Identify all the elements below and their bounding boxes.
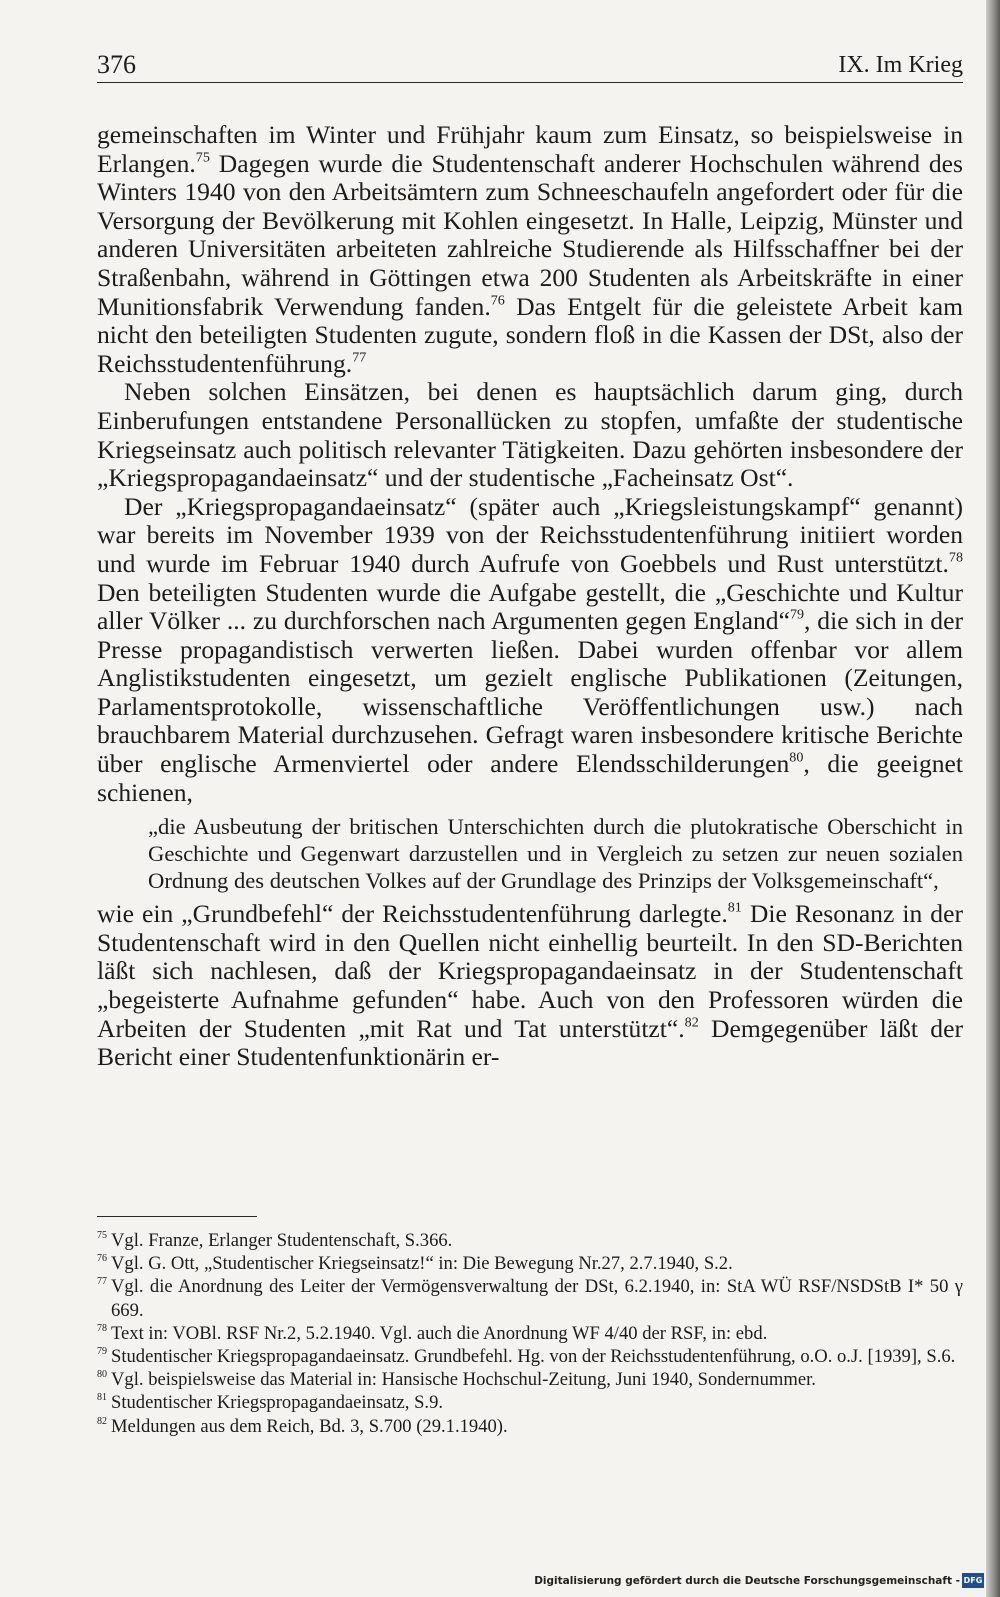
footnote: 80 Vgl. beispielsweise das Material in: Hansische Hochschul-Zeitung, Juni 1940, Sondernummer. (97, 1369, 816, 1391)
footnotes (97, 1229, 963, 1438)
footnote: 81 Studentischer Kriegspropagandaeinsatz, S.9. (97, 1392, 444, 1414)
running-head: IX. Im Krieg (838, 52, 963, 78)
footnote-ref: 75 (195, 149, 210, 166)
footnote-number: 80 (97, 1369, 107, 1381)
block-quote: „die Ausbeutung der britischen Unterschichten durch die plutokratische Oberschicht in Geschichte und Gegenwart darzustellen und in Vergleich zu setzen zur neuen sozialen Ordnung des deutschen Volkes auf der Grundlage des Prinzips der Volksgemeinschaft“, (148, 814, 963, 894)
page-header (97, 50, 963, 90)
page-number: 376 (97, 50, 136, 79)
footnote: 82 Meldungen aus dem Reich, Bd. 3, S.700 (29.1.1940). (97, 1415, 508, 1437)
body-text (97, 121, 963, 1072)
dfg-logo: DFG (962, 1573, 984, 1588)
header-rule (97, 82, 963, 83)
footnote: 78 Text in: VOBl. RSF Nr.2, 5.2.1940. Vgl. auch die Anordnung WF 4/40 der RSF, in: ebd. (97, 1322, 768, 1344)
paragraph-4: wie ein „Grundbefehl“ der Reichsstudentenführung darlegte.$^{81}$ Die Resonanz in der Studentenschaft wird in den Quellen nicht einhellig beurteilt. In den SD-Berichten läßt sich nachlesen, daß der Kriegspropagandaeinsatz in der Studentenschaft „begeisterte Aufnahme gefunden“ habe. Auch von den Professoren würden die Arbeiten der Studenten „mit Rat und Tat unterstützt“.$^{82}$ Demgegenüber läßt der Bericht einer Studentenfunktionärin er- (97, 899, 963, 1072)
footnote-ref: 77 (352, 349, 367, 366)
footnote-number: 77 (97, 1276, 107, 1288)
footnote-number: 75 (97, 1230, 107, 1241)
footnote-rule (97, 1216, 257, 1217)
paragraph-3: Der „Kriegspropagandaeinsatz“ (später auch „Kriegsleistungskampf“ genannt) war bereits im November 1939 von der Reichsstudentenführung initiiert worden und wurde im Februar 1940 durch Aufrufe von Goebbels und Rust unterstützt.$^{78}$ Den beteiligten Studenten wurde die Aufgabe gestellt, die „Geschichte und Kultur aller Völker ... zu durchforschen nach Argumenten gegen England“$^{79}$, die sich in der Presse propagandistisch verwerten ließen. Dabei wurden offenbar vor allem Anglistikstudenten eingesetzt, um gezielt englische Publikationen (Zeitungen, Parlamentsprotokolle, wissenschaftliche Veröffentlichungen usw.) nach brauchbarem Material durchzusehen. Gefragt waren insbesondere kritische Berichte über englische Armenviertel oder andere Elendsschilderungen$^{80}$, die geeignet schienen, (97, 491, 964, 807)
footnote-number: 76 (97, 1253, 107, 1265)
page-edge-shadow (986, 0, 1000, 1597)
footnote: 77 Vgl. die Anordnung des Leiter der Vermögensverwaltung der DSt, 6.2.1940, in: StA WÜ RSF/NSDStB I* 50 γ 669. (97, 1276, 963, 1321)
footnote-number: 82 (97, 1415, 107, 1427)
footnote-ref: 79 (789, 606, 805, 623)
footnote-number: 81 (97, 1392, 107, 1404)
footnote-ref: 78 (948, 549, 963, 566)
footnote-ref: 76 (490, 292, 505, 309)
footnote-ref: 82 (684, 1014, 699, 1031)
footnote: 76 Vgl. G. Ott, „Studentischer Kriegseinsatz!“ in: Die Bewegung Nr.27, 2.7.1940, S.2. (97, 1253, 733, 1275)
paragraph-2: Neben solchen Einsätzen, bei denen es hauptsächlich darum ging, durch Einberufungen entstandene Personallücken zu stopfen, umfaßte der studentische Kriegseinsatz auch politisch relevanter Tätigkeiten. Dazu gehörten insbesondere der „Kriegspropagandaeinsatz“ und der studentische „Facheinsatz Ost“. (97, 377, 963, 493)
footnote: 79 Studentischer Kriegspropagandaeinsatz. Grundbefehl. Hg. von der Reichsstudentenführung, o.O. o.J. [1939], S.6. (97, 1346, 956, 1368)
paragraph-1: gemeinschaften im Winter und Frühjahr kaum zum Einsatz, so beispielsweise in Erlangen.$^{75}$ Dagegen wurde die Studentenschaft anderer Hochschulen während des Winters 1940 von den Arbeitsämtern zum Schneeschaufeln angefordert oder für die Versorgung der Bevölkerung mit Kohlen eingesetzt. In Halle, Leipzig, Münster und anderen Universitäten arbeiteten zahlreiche Studierende als Hilfsschaffner bei der Straßenbahn, während in Göttingen etwa 200 Studenten als Arbeitskräfte in einer Munitionsfabrik Verwendung fanden.$^{76}$ Das Entgelt für die geleistete Arbeit kam nicht den beteiligten Studenten zugute, sondern floß in die Kassen der DSt, also der Reichsstudentenführung.$^{77}$ (97, 120, 963, 378)
footnote: 75 Vgl. Franze, Erlanger Studentenschaft, S.366. (97, 1230, 453, 1251)
digitization-note: Digitalisierung gefördert durch die Deutsche Forschungsgemeinschaft - (534, 1575, 960, 1587)
footnote-number: 79 (97, 1346, 107, 1358)
footnote-number: 78 (97, 1322, 107, 1334)
footnote-ref: 81 (727, 899, 742, 916)
footnote-ref: 80 (789, 749, 804, 766)
